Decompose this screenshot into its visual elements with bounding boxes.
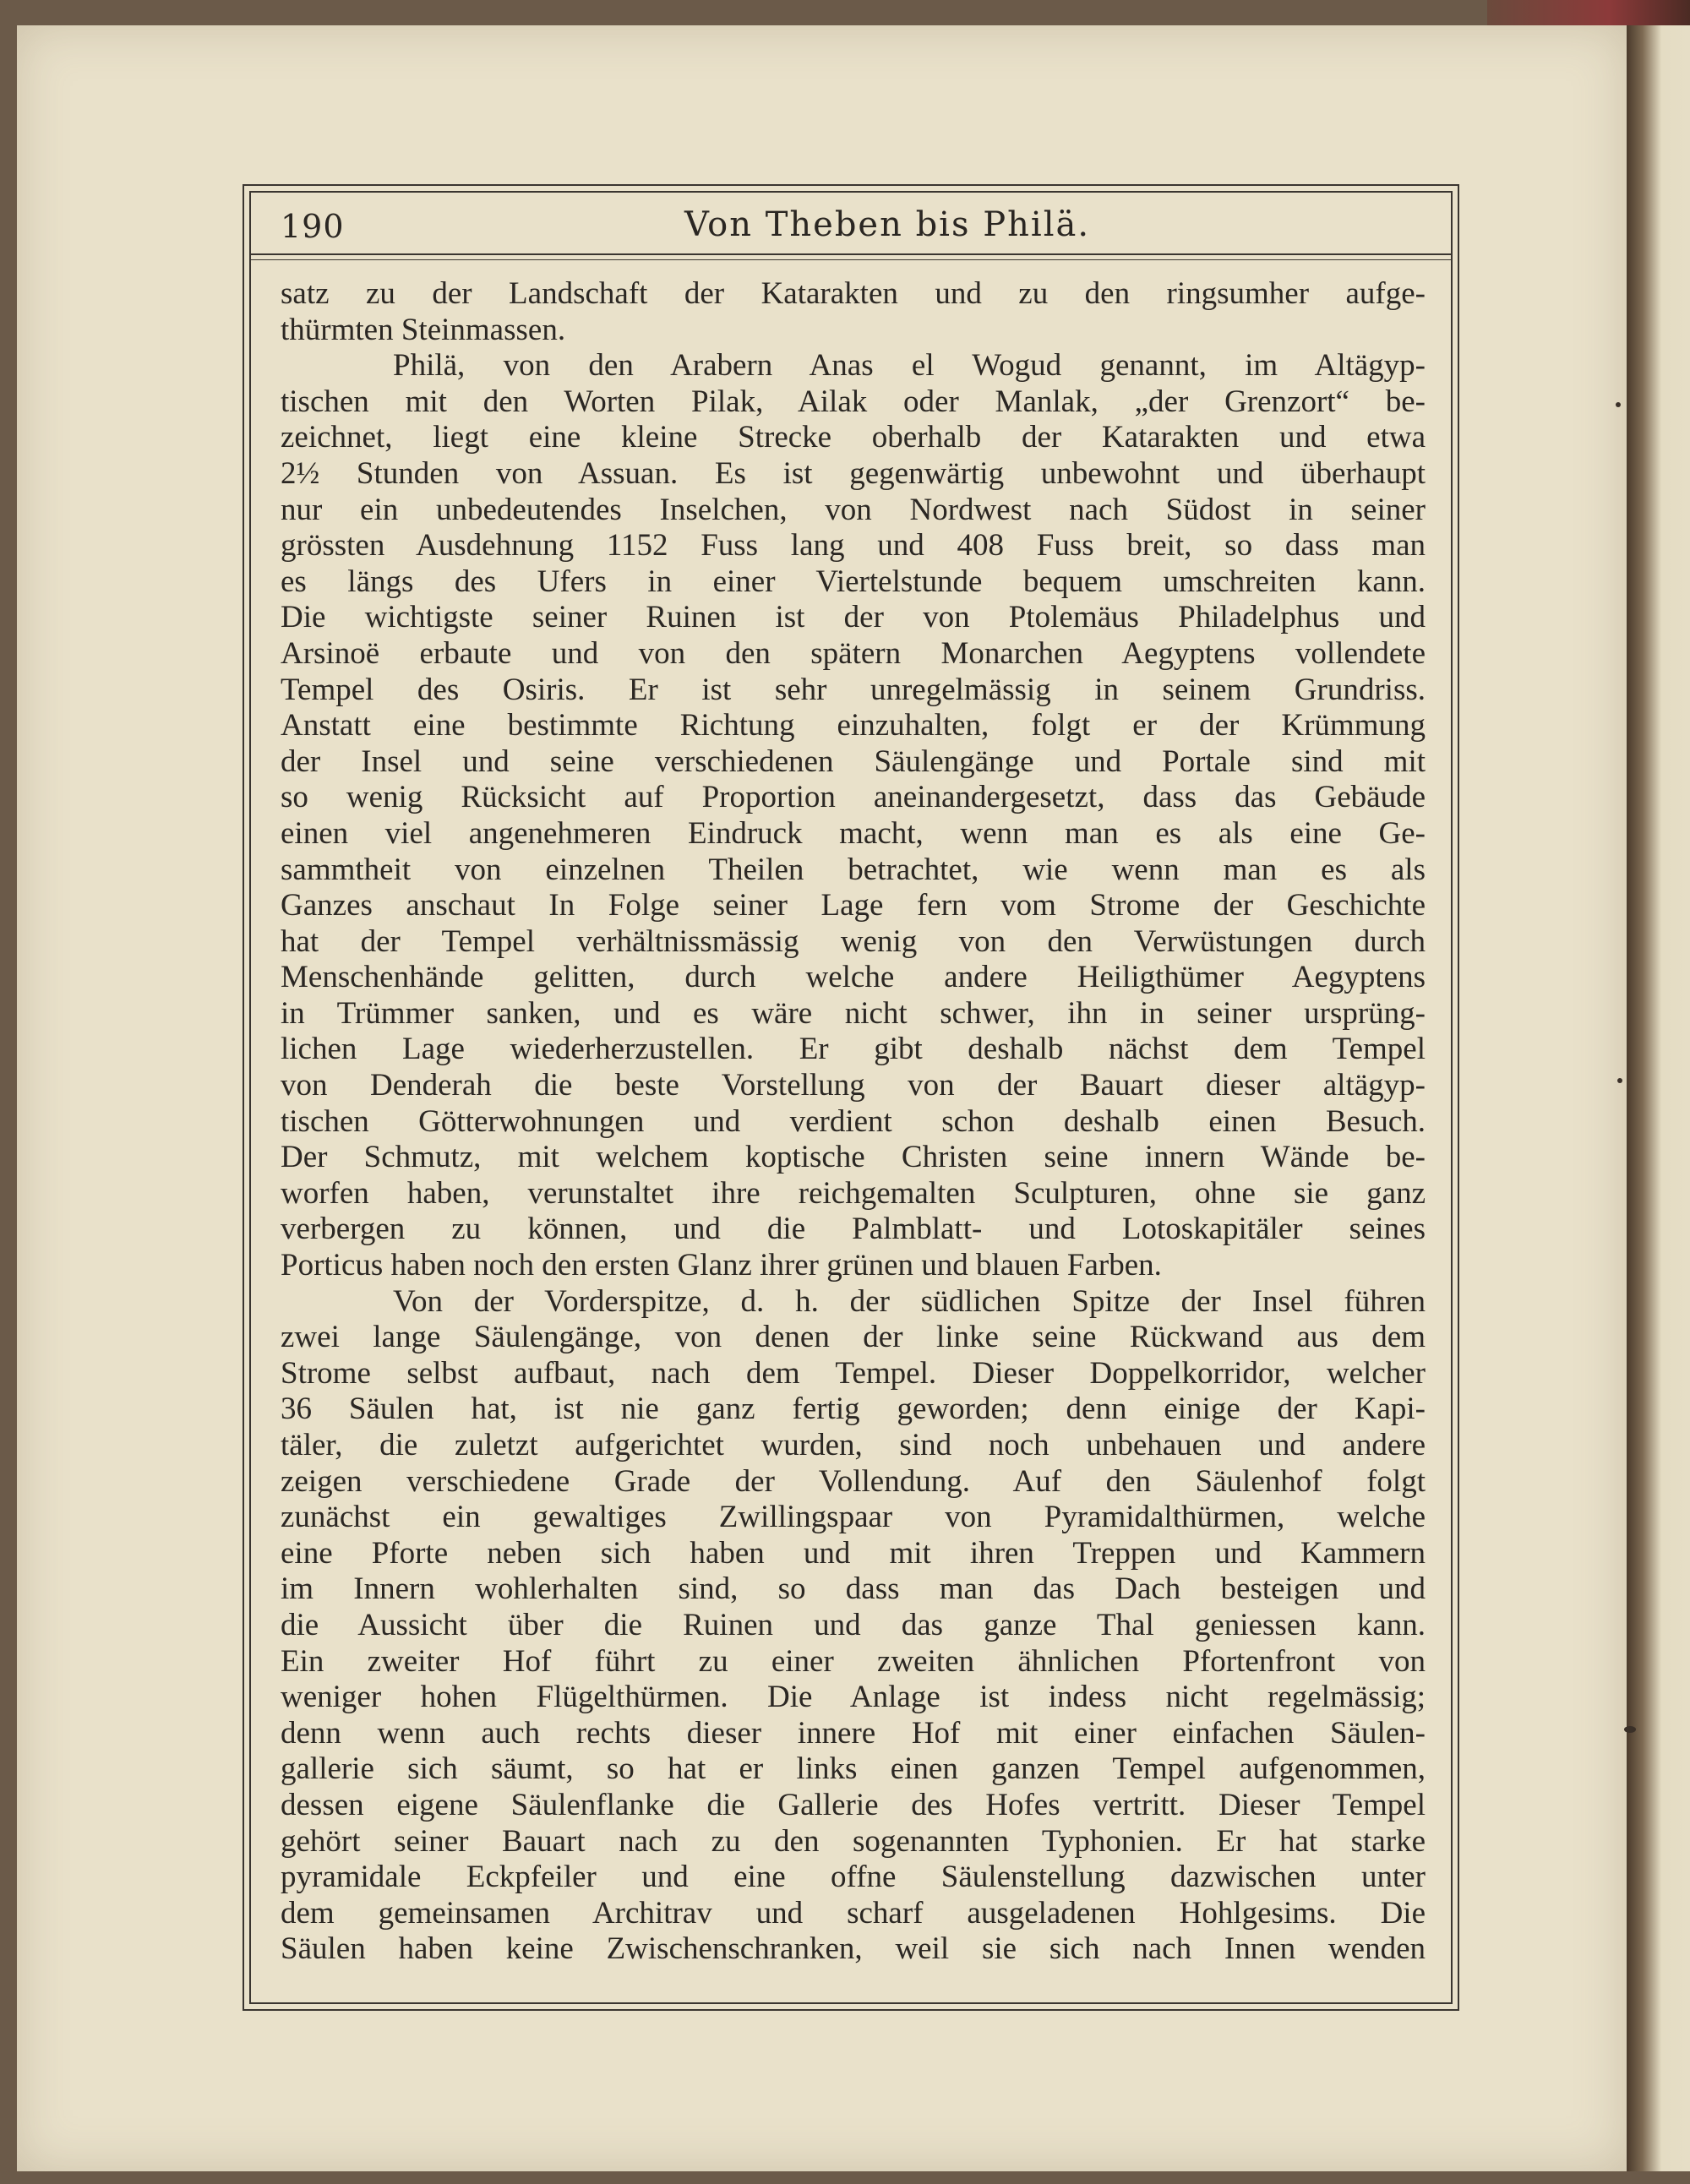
text-line: Säulen haben keine Zwischenschranken, weil sie sich nach Innen wenden xyxy=(281,1931,1426,1967)
paper-speck xyxy=(1616,402,1621,407)
header-rule-thin xyxy=(249,259,1453,260)
text-line: zwei lange Säulengänge, von denen der linke seine Rückwand aus dem xyxy=(281,1320,1426,1355)
text-line: grössten Ausdehnung 1152 Fuss lang und 408 Fuss breit, so dass man xyxy=(281,528,1426,564)
paper-speck xyxy=(1624,1726,1636,1733)
text-line: Strome selbst aufbaut, nach dem Tempel. Dieser Doppelkorridor, welcher xyxy=(281,1355,1426,1391)
text-line: einen viel angenehmeren Eindruck macht, wenn man es als eine Ge- xyxy=(281,815,1426,851)
text-line: in Trümmer sanken, und es wäre nicht schwer, ihn in seiner ursprüng- xyxy=(281,995,1426,1031)
text-line: Von der Vorderspitze, d. h. der südlichen Spitze der Insel führen xyxy=(393,1283,1426,1319)
text-line: lichen Lage wiederherzustellen. Er gibt deshalb nächst dem Tempel xyxy=(281,1032,1426,1067)
text-line: von Denderah die beste Vorstellung von der Bauart dieser altägyp- xyxy=(281,1068,1426,1103)
text-line: im Innern wohlerhalten sind, so dass man das Dach besteigen und xyxy=(281,1571,1426,1607)
text-line: zeigen verschiedene Grade der Vollendung. Auf den Säulenhof folgt xyxy=(281,1463,1426,1499)
text-line: Menschenhände gelitten, durch welche andere Heiligthümer Aegyptens xyxy=(281,960,1426,995)
text-line: Die wichtigste seiner Ruinen ist der von Ptolemäus Philadelphus und xyxy=(281,600,1426,635)
text-line: gallerie sich säumt, so hat er links einen ganzen Tempel aufgenommen, xyxy=(281,1751,1426,1787)
text-line: denn wenn auch rechts dieser innere Hof mit einer einfachen Säulen- xyxy=(281,1715,1426,1751)
text-line: satz zu der Landschaft der Katarakten und zu den ringsumher aufge- xyxy=(281,276,1426,311)
text-line: 2½ Stunden von Assuan. Es ist gegenwärtig unbewohnt und überhaupt xyxy=(281,455,1426,491)
text-line: Ganzes anschaut In Folge seiner Lage fern vom Strome der Geschichte xyxy=(281,888,1426,923)
text-line: es längs des Ufers in einer Viertelstunde bequem umschreiten kann. xyxy=(281,564,1426,599)
text-line: Tempel des Osiris. Er ist sehr unregelmässig in seinem Grundriss. xyxy=(281,672,1426,707)
text-line: zeichnet, liegt eine kleine Strecke oberhalb der Katarakten und etwa xyxy=(281,420,1426,455)
paper-speck xyxy=(1617,1078,1622,1083)
text-line: tischen Götterwohnungen und verdient schon deshalb einen Besuch. xyxy=(281,1103,1426,1139)
text-line: thürmten Steinmassen. xyxy=(281,312,566,347)
text-line: tischen mit den Worten Pilak, Ailak oder Manlak, „der Grenzort“ be- xyxy=(281,384,1426,419)
text-line: sammtheit von einzelnen Theilen betrachtet, wie wenn man es als xyxy=(281,852,1426,887)
page-number: 190 xyxy=(281,208,345,245)
body-text xyxy=(281,276,1426,1968)
header-rule xyxy=(249,253,1453,255)
text-line: nur ein unbedeutendes Inselchen, von Nordwest nach Südost in seiner xyxy=(281,492,1426,527)
running-title: Von Theben bis Philä. xyxy=(684,205,1091,244)
text-line: verbergen zu können, und die Palmblatt- und Lotoskapitäler seines xyxy=(281,1212,1426,1247)
text-line: gehört seiner Bauart nach zu den sogenannten Typhonien. Er hat starke xyxy=(281,1823,1426,1859)
text-line: hat der Tempel verhältnissmässig wenig von den Verwüstungen durch xyxy=(281,923,1426,959)
text-line: Philä, von den Arabern Anas el Wogud genannt, im Altägyp- xyxy=(393,348,1426,384)
text-line: der Insel und seine verschiedenen Säulengänge und Portale sind mit xyxy=(281,743,1426,779)
text-line: weniger hohen Flügelthürmen. Die Anlage ist indess nicht regelmässig; xyxy=(281,1680,1426,1715)
text-line: Ein zweiter Hof führt zu einer zweiten ähnlichen Pfortenfront von xyxy=(281,1643,1426,1679)
text-line: pyramidale Eckpfeiler und eine offne Säulenstellung dazwischen unter xyxy=(281,1860,1426,1895)
text-line: dem gemeinsamen Architrav und scharf ausgeladenen Hohlgesims. Die xyxy=(281,1895,1426,1931)
text-line: worfen haben, verunstaltet ihre reichgemalten Sculpturen, ohne sie ganz xyxy=(281,1175,1426,1211)
text-line: dessen eigene Säulenflanke die Gallerie des Hofes vertritt. Dieser Tempel xyxy=(281,1787,1426,1822)
text-line: täler, die zuletzt aufgerichtet wurden, sind noch unbehauen und andere xyxy=(281,1428,1426,1462)
book-gutter xyxy=(1627,25,1690,2171)
text-line: Porticus haben noch den ersten Glanz ihrer grünen und blauen Farben. xyxy=(281,1248,1162,1283)
book-cover-top xyxy=(1487,0,1690,25)
text-line: die Aussicht über die Ruinen und das ganze Thal geniessen kann. xyxy=(281,1607,1426,1642)
text-line: 36 Säulen hat, ist nie ganz fertig geworden; denn einige der Kapi- xyxy=(281,1392,1426,1427)
text-line: so wenig Rücksicht auf Proportion aneinandergesetzt, dass das Gebäude xyxy=(281,780,1426,815)
text-line: zunächst ein gewaltiges Zwillingspaar von Pyramidalthürmen, welche xyxy=(281,1500,1426,1535)
text-line: Arsinoë erbaute und von den spätern Monarchen Aegyptens vollendete xyxy=(281,635,1426,671)
text-line: Anstatt eine bestimmte Richtung einzuhalten, folgt er der Krümmung xyxy=(281,708,1426,743)
text-line: Der Schmutz, mit welchem koptische Christen seine innern Wände be- xyxy=(281,1140,1426,1175)
text-line: eine Pforte neben sich haben und mit ihren Treppen und Kammern xyxy=(281,1535,1426,1571)
